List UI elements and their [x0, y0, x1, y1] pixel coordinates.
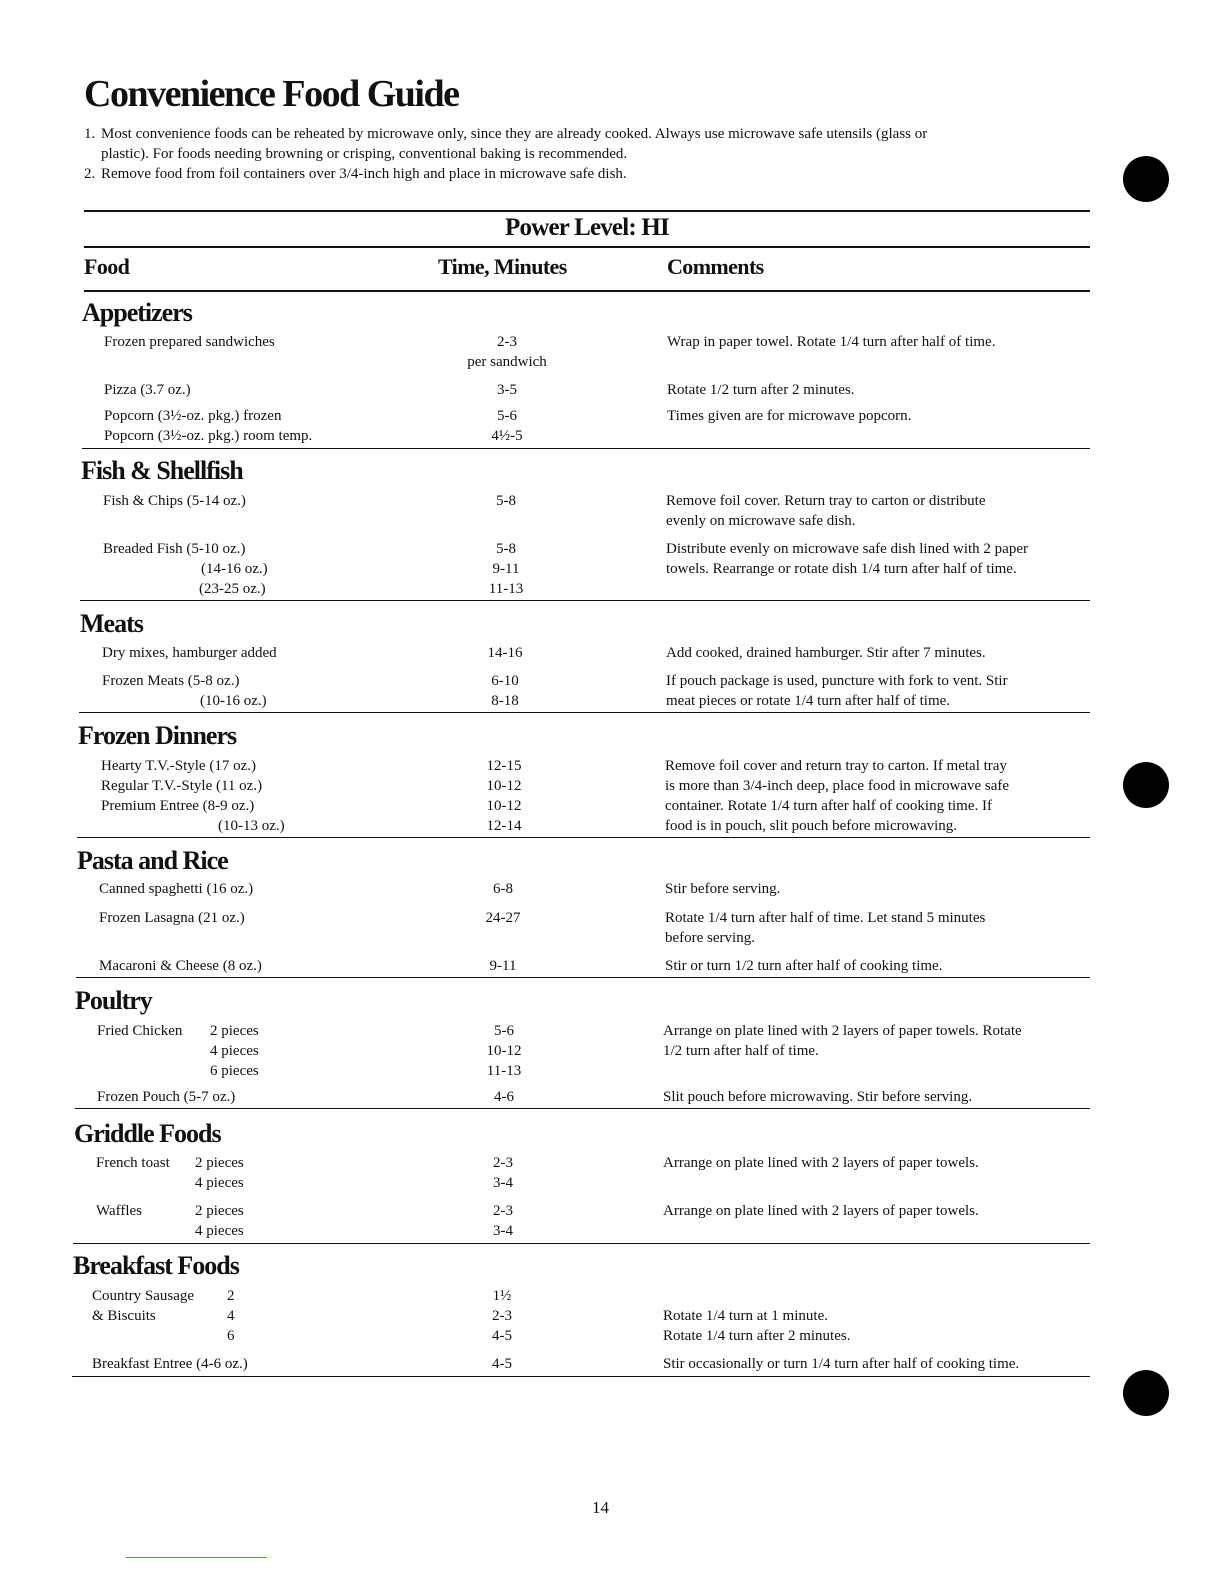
page-number: 14: [592, 1498, 609, 1517]
comment-cell: evenly on microwave safe dish.: [666, 513, 856, 529]
time-cell: 1½: [492, 1288, 512, 1304]
time-cell: 8-18: [491, 693, 519, 709]
food-cell: Waffles: [96, 1203, 142, 1219]
food-cell: 2 pieces: [195, 1203, 244, 1219]
time-cell: 11-13: [486, 1063, 522, 1079]
section-heading: Fish & Shellfish: [81, 456, 243, 485]
comment-cell: Rotate 1/4 turn after 2 minutes.: [663, 1328, 851, 1344]
section-rule: [77, 837, 1090, 838]
food-cell: & Biscuits: [92, 1308, 156, 1324]
food-cell: 4 pieces: [195, 1223, 244, 1239]
time-cell: 9-11: [492, 561, 520, 577]
instruction-line: plastic). For foods needing browning or crisping, conventional baking is recommended.: [101, 146, 628, 162]
food-cell: 6: [227, 1328, 235, 1344]
comment-cell: Arrange on plate lined with 2 layers of paper towels.: [663, 1203, 979, 1219]
food-cell: (10-13 oz.): [218, 818, 285, 834]
time-cell: 10-12: [486, 778, 522, 794]
food-cell: 4 pieces: [210, 1043, 259, 1059]
instructions-list: [84, 124, 1074, 184]
comment-cell: towels. Rearrange or rotate dish 1/4 turn after half of time.: [666, 561, 1017, 577]
section-rule: [73, 1243, 1090, 1244]
food-cell: 4 pieces: [195, 1175, 244, 1191]
time-cell: 12-15: [486, 758, 522, 774]
time-cell: 9-11: [489, 958, 517, 974]
column-header-food: Food: [84, 254, 130, 279]
food-cell: Popcorn (3½-oz. pkg.) frozen: [104, 408, 282, 424]
food-cell: Fried Chicken: [97, 1023, 183, 1039]
section-rule: [76, 977, 1090, 978]
bottom-edge-mark: [126, 1557, 267, 1558]
comment-cell: Rotate 1/4 turn after half of time. Let stand 5 minutes: [665, 910, 986, 926]
food-cell: Macaroni & Cheese (8 oz.): [99, 958, 262, 974]
comment-cell: Stir or turn 1/2 turn after half of cooking time.: [665, 958, 943, 974]
header-bottom-rule: [84, 290, 1090, 292]
time-cell: 4-5: [492, 1356, 512, 1372]
time-cell: 5-8: [496, 493, 516, 509]
time-cell: 24-27: [485, 910, 521, 926]
page-title: Convenience Food Guide: [84, 73, 459, 115]
food-cell: Popcorn (3½-oz. pkg.) room temp.: [104, 428, 313, 444]
section-rule: [79, 712, 1090, 713]
food-cell: Canned spaghetti (16 oz.): [99, 881, 254, 897]
comment-cell: Stir before serving.: [665, 881, 781, 897]
binder-hole-top: [1123, 156, 1169, 202]
time-cell: 11-13: [488, 581, 524, 597]
comment-cell: Remove foil cover and return tray to carton. If metal tray: [665, 758, 1007, 774]
food-cell: 2 pieces: [195, 1155, 244, 1171]
table-top-rule: [84, 210, 1090, 212]
food-cell: Premium Entree (8-9 oz.): [101, 798, 255, 814]
comment-cell: container. Rotate 1/4 turn after half of cooking time. If: [665, 798, 992, 814]
comment-cell: Distribute evenly on microwave safe dish lined with 2 paper: [666, 541, 1028, 557]
binder-hole-middle: [1123, 762, 1169, 808]
header-rule: [84, 246, 1090, 248]
time-cell: 10-12: [486, 1043, 522, 1059]
time-cell: 5-6: [497, 408, 517, 424]
food-cell: 2 pieces: [210, 1023, 259, 1039]
comment-cell: Arrange on plate lined with 2 layers of paper towels. Rotate: [663, 1023, 1022, 1039]
time-cell: 6-10: [491, 673, 519, 689]
comment-cell: Stir occasionally or turn 1/4 turn after half of cooking time.: [663, 1356, 1020, 1372]
section-heading: Pasta and Rice: [77, 846, 228, 875]
column-header-comments: Comments: [667, 254, 764, 279]
time-cell: 6-8: [493, 881, 513, 897]
time-cell: 3-5: [497, 382, 517, 398]
comment-cell: Rotate 1/4 turn at 1 minute.: [663, 1308, 828, 1324]
section-heading: Poultry: [75, 986, 152, 1015]
time-cell: 3-4: [493, 1175, 513, 1191]
food-cell: Frozen prepared sandwiches: [104, 334, 275, 350]
time-cell: 12-14: [486, 818, 522, 834]
food-cell: Breakfast Entree (4-6 oz.): [92, 1356, 248, 1372]
food-cell: (10-16 oz.): [200, 693, 267, 709]
food-cell: Frozen Pouch (5-7 oz.): [97, 1089, 236, 1105]
time-cell: 4-5: [492, 1328, 512, 1344]
food-cell: French toast: [96, 1155, 170, 1171]
instruction-line: Remove food from foil containers over 3/4-inch high and place in microwave safe dish.: [101, 166, 627, 182]
instruction-line: Most convenience foods can be reheated by microwave only, since they are already cooked. Always use microwave safe utensils (glass or: [101, 126, 928, 142]
food-cell: Breaded Fish (5-10 oz.): [103, 541, 246, 557]
comment-cell: meat pieces or rotate 1/4 turn after half of time.: [666, 693, 951, 709]
time-cell: 2-3: [493, 1155, 513, 1171]
comment-cell: Wrap in paper towel. Rotate 1/4 turn after half of time.: [667, 334, 996, 350]
time-cell: 5-6: [494, 1023, 514, 1039]
comment-cell: 1/2 turn after half of time.: [663, 1043, 819, 1059]
time-cell: 4-6: [494, 1089, 514, 1105]
power-level-heading: Power Level: HI: [505, 214, 669, 241]
food-cell: Country Sausage: [92, 1288, 195, 1304]
binder-hole-bottom: [1123, 1370, 1169, 1416]
section-heading: Meats: [80, 609, 143, 638]
food-cell: Frozen Meats (5-8 oz.): [102, 673, 240, 689]
comment-cell: Times given are for microwave popcorn.: [667, 408, 912, 424]
food-cell: 4: [227, 1308, 235, 1324]
food-cell: (14-16 oz.): [201, 561, 268, 577]
time-cell: 5-8: [496, 541, 516, 557]
time-cell: 4½-5: [491, 428, 523, 444]
comment-cell: Slit pouch before microwaving. Stir before serving.: [663, 1089, 973, 1105]
comment-cell: food is in pouch, slit pouch before microwaving.: [665, 818, 958, 834]
instruction-item: 2. Remove food from foil containers over 3/4-inch high and place in microwave safe dish.: [84, 166, 627, 182]
section-heading: Frozen Dinners: [78, 721, 237, 750]
food-cell: Regular T.V.-Style (11 oz.): [101, 778, 263, 794]
section-rule: [82, 448, 1090, 449]
food-cell: 6 pieces: [210, 1063, 259, 1079]
section-rule: [80, 600, 1090, 601]
food-cell: Pizza (3.7 oz.): [104, 382, 191, 398]
comment-cell: Arrange on plate lined with 2 layers of paper towels.: [663, 1155, 979, 1171]
comment-cell: Rotate 1/2 turn after 2 minutes.: [667, 382, 855, 398]
section-rule: [72, 1376, 1090, 1377]
comment-cell: is more than 3/4-inch deep, place food in microwave safe: [665, 778, 1010, 794]
food-cell: (23-25 oz.): [199, 581, 266, 597]
food-cell: 2: [227, 1288, 235, 1304]
time-cell: 3-4: [493, 1223, 513, 1239]
time-cell: per sandwich: [467, 354, 547, 370]
time-cell: 2-3: [497, 334, 517, 350]
section-heading: Griddle Foods: [74, 1119, 221, 1148]
time-cell: 2-3: [493, 1203, 513, 1219]
food-cell: Hearty T.V.-Style (17 oz.): [101, 758, 256, 774]
time-cell: 14-16: [487, 645, 523, 661]
section-rule: [75, 1108, 1090, 1109]
section-heading: Breakfast Foods: [73, 1251, 239, 1280]
food-cell: Frozen Lasagna (21 oz.): [99, 910, 245, 926]
comment-cell: If pouch package is used, puncture with fork to vent. Stir: [666, 673, 1008, 689]
section-heading: Appetizers: [82, 298, 192, 327]
column-header-time: Time, Minutes: [438, 254, 567, 279]
instruction-item: 1. Most convenience foods can be reheated by microwave only, since they are already cooked. Always use microwave safe utensils (glass or plastic). For foods needing browning or crisping, conventional baking is recommended.: [84, 126, 928, 162]
food-cell: Fish & Chips (5-14 oz.): [103, 493, 246, 509]
comment-cell: Add cooked, drained hamburger. Stir after 7 minutes.: [666, 645, 986, 661]
time-cell: 10-12: [486, 798, 522, 814]
comment-cell: Remove foil cover. Return tray to carton or distribute: [666, 493, 986, 509]
food-cell: Dry mixes, hamburger added: [102, 645, 277, 661]
comment-cell: before serving.: [665, 930, 755, 946]
time-cell: 2-3: [492, 1308, 512, 1324]
